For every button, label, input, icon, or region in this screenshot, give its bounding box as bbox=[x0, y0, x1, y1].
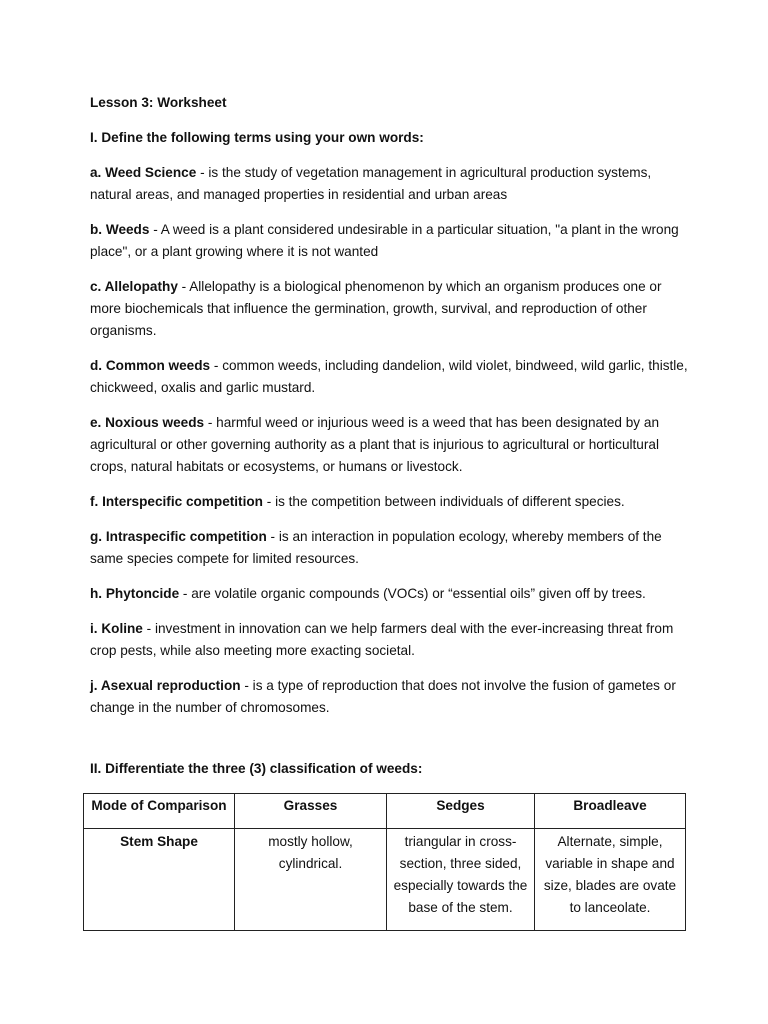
definition-text: Allelopathy is a biological phenomenon by which an organism produces one or more biochemicals that influence the germination, growth, survival, and reproduction of other organisms. bbox=[90, 279, 662, 338]
definition-item bbox=[90, 219, 690, 263]
table-header-cell: Grasses bbox=[235, 794, 387, 829]
definition-separator: - bbox=[240, 678, 253, 693]
definition-separator: - bbox=[196, 165, 209, 180]
table-row-label: Stem Shape bbox=[84, 829, 235, 931]
table-header-row bbox=[84, 794, 686, 829]
definition-text: are volatile organic compounds (VOCs) or “essential oils” given off by trees. bbox=[191, 586, 646, 601]
definition-text: investment in innovation can we help farmers deal with the ever-increasing threat from crop pests, while also meeting more exacting societal. bbox=[90, 621, 674, 658]
definition-text: is the study of vegetation management in agricultural production systems, natural areas, and managed properties in residential and urban areas bbox=[90, 165, 652, 202]
page-title: Lesson 3: Worksheet bbox=[90, 95, 227, 110]
definition-separator: - bbox=[262, 494, 276, 509]
definition-text: is a type of reproduction that does not involve the fusion of gametes or change in the number of chromosomes. bbox=[90, 678, 676, 715]
definition-text: A weed is a plant considered undesirable in a particular situation, "a plant in the wrong place", or a plant growing where it is not wanted bbox=[90, 222, 679, 259]
table-cell: mostly hollow, cylindrical. bbox=[235, 829, 387, 931]
definition-item bbox=[90, 491, 690, 513]
definition-term: a. Weed Science bbox=[90, 165, 197, 180]
table-header-cell: Broadleave bbox=[535, 794, 686, 829]
definition-text: is an interaction in population ecology, whereby members of the same species compete for limited resources. bbox=[90, 529, 662, 566]
definition-term: b. Weeds bbox=[90, 222, 150, 237]
section-1-heading: I. Define the following terms using your own words: bbox=[90, 130, 424, 145]
definition-item bbox=[90, 412, 690, 478]
definition-text: harmful weed or injurious weed is a weed that has been designated by an agricultural or other governing authority as a plant that is injurious to agricultural or horticultural crops, natural habitats or ecosystems, or humans or livestock. bbox=[90, 415, 660, 474]
definition-term: g. Intraspecific competition bbox=[90, 529, 267, 544]
table-header-cell: Sedges bbox=[387, 794, 535, 829]
definition-term: c. Allelopathy bbox=[90, 279, 178, 294]
definition-item bbox=[90, 276, 690, 342]
worksheet-content bbox=[90, 92, 690, 732]
definition-term: h. Phytoncide bbox=[90, 586, 180, 601]
table-cell: triangular in cross-section, three sided, especially towards the base of the stem. bbox=[387, 829, 535, 931]
definition-separator: - bbox=[179, 586, 192, 601]
definition-text: is the competition between individuals of different species. bbox=[275, 494, 625, 509]
definition-term: f. Interspecific competition bbox=[90, 494, 263, 509]
table-header-cell: Mode of Comparison bbox=[84, 794, 235, 829]
definition-item bbox=[90, 162, 690, 206]
definition-separator: - bbox=[149, 222, 161, 237]
definition-separator: - bbox=[204, 415, 217, 430]
definition-item bbox=[90, 526, 690, 570]
definition-text: common weeds, including dandelion, wild violet, bindweed, wild garlic, thistle, chickweed, oxalis and garlic mustard. bbox=[90, 358, 688, 395]
weed-classification-table bbox=[83, 793, 686, 931]
definition-item bbox=[90, 618, 690, 662]
definition-term: i. Koline bbox=[90, 621, 143, 636]
table-row bbox=[84, 829, 686, 931]
definition-term: j. Asexual reproduction bbox=[90, 678, 241, 693]
definition-separator: - bbox=[177, 279, 190, 294]
definition-item bbox=[90, 355, 690, 399]
table-cell: Alternate, simple, variable in shape and size, blades are ovate to lanceolate. bbox=[535, 829, 686, 931]
definition-separator: - bbox=[266, 529, 279, 544]
definition-item bbox=[90, 583, 690, 605]
definition-term: e. Noxious weeds bbox=[90, 415, 205, 430]
definition-separator: - bbox=[142, 621, 155, 636]
definition-separator: - bbox=[210, 358, 223, 373]
definition-item bbox=[90, 675, 690, 719]
section-2-heading: II. Differentiate the three (3) classification of weeds: bbox=[90, 761, 423, 776]
definition-term: d. Common weeds bbox=[90, 358, 211, 373]
